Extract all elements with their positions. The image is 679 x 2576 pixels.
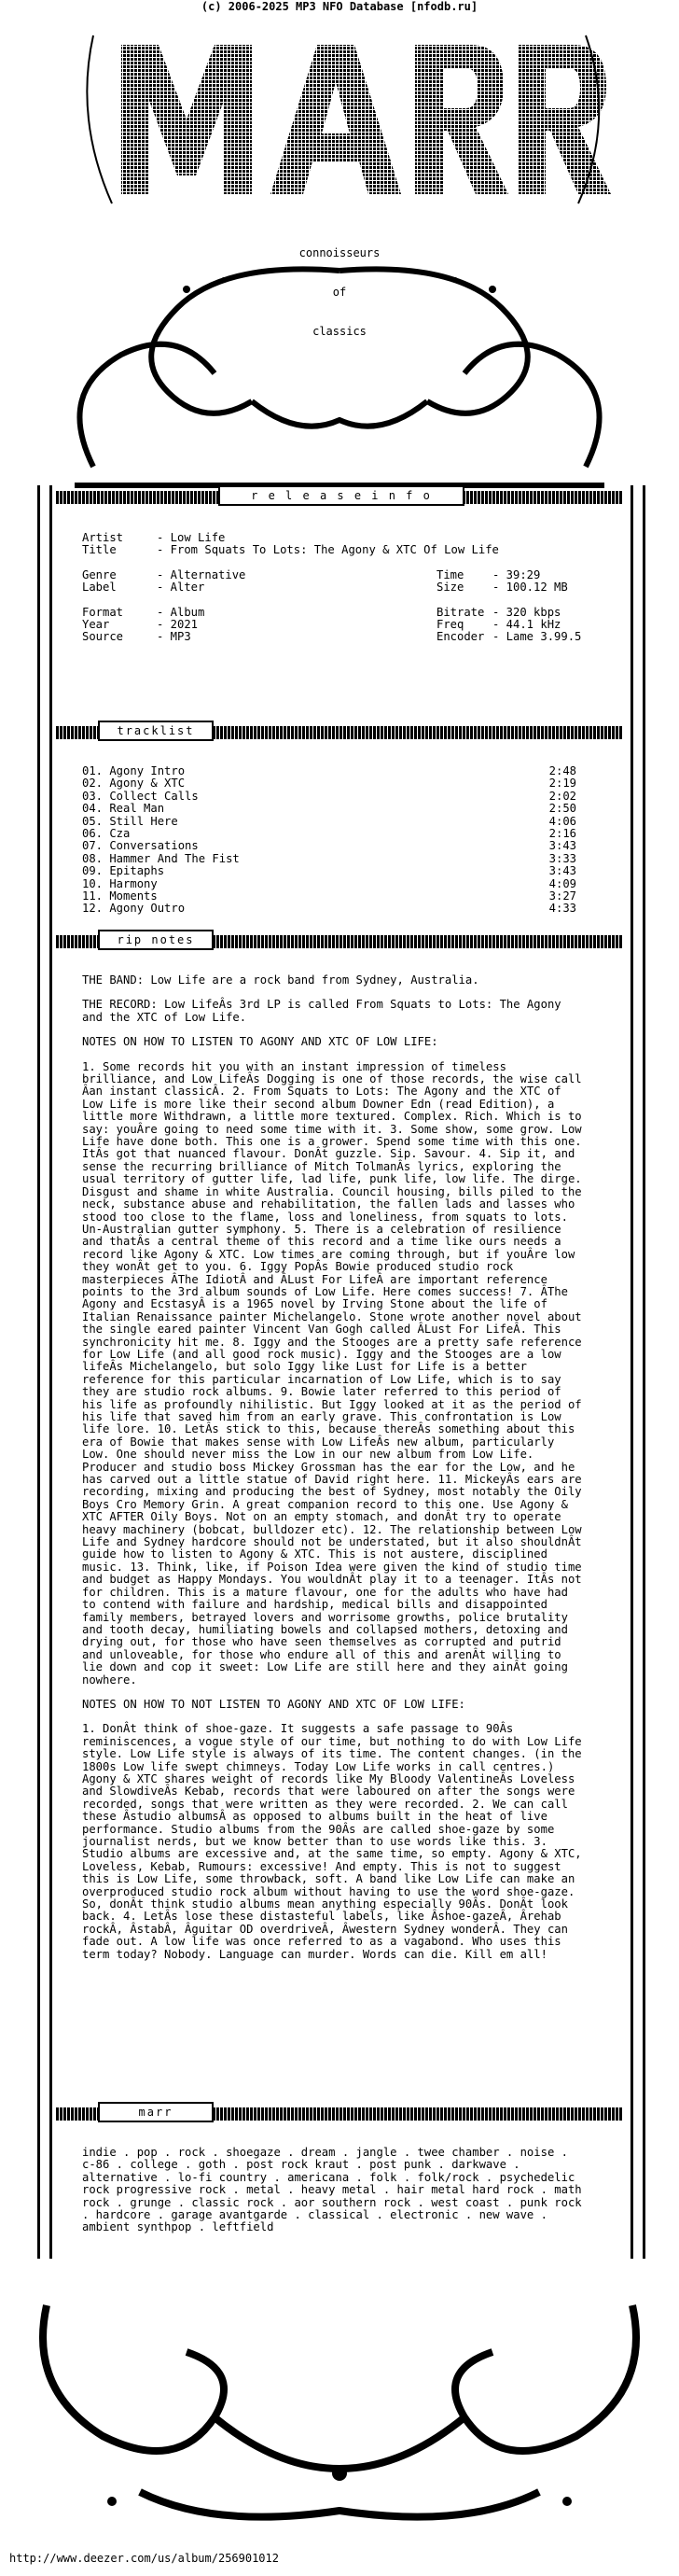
track-title: 01. Agony Intro bbox=[82, 764, 186, 777]
credit-line: (c) 2006-2025 MP3 NFO Database [nfodb.ru] bbox=[201, 0, 478, 13]
bitrate-value: - 320 kbps bbox=[492, 605, 561, 619]
source-value: - MP3 bbox=[157, 630, 191, 644]
track-time: 3:33 bbox=[548, 851, 576, 865]
genre-value: - Alternative bbox=[157, 567, 246, 581]
tagline-line-1: connoisseurs bbox=[298, 246, 381, 259]
tracklist-header: tracklist bbox=[98, 721, 214, 741]
track-time: 4:06 bbox=[548, 814, 576, 828]
note-paragraph: THE RECORD: Low LifeÂs 3rd LP is called From Squats to Lots: The Agony and the XTC of Low Life. bbox=[82, 998, 561, 1024]
year-value: - 2021 bbox=[157, 618, 199, 632]
label-value: - Alter bbox=[157, 581, 205, 595]
rip-notes-header: rip notes bbox=[98, 930, 214, 950]
track-time: 3:43 bbox=[548, 864, 576, 878]
format-label: Format bbox=[82, 605, 124, 619]
tagline-line-3: classics bbox=[312, 325, 367, 338]
genre-list: indie . pop . rock . shoegaze . dream . jangle . twee chamber . noise . c-86 . college . goth . post rock kraut . post punk . darkwave . alternative . lo-fi country . americana . folk . folk/rock . psychedelic rock progressive rock . metal . heavy metal . hair metal hard rock . math rock . grunge . classic rock . aor southern rock . west coast . punk rock . hardcore . garage avantgarde . classical . electronic . new wave . ambient synthpop . leftfield bbox=[82, 2146, 582, 2234]
note-paragraph: NOTES ON HOW TO NOT LISTEN TO AGONY AND XTC OF LOW LIFE: bbox=[82, 1697, 465, 1711]
track-time: 3:27 bbox=[548, 889, 576, 903]
track-time: 2:19 bbox=[548, 777, 576, 791]
track-title: 02. Agony & XTC bbox=[82, 777, 186, 791]
track-title: 11. Moments bbox=[82, 889, 158, 903]
logo-letters bbox=[121, 45, 611, 194]
track-time: 2:48 bbox=[548, 764, 576, 777]
marr-logo bbox=[56, 17, 623, 222]
release-info-header: r e l e a s e i n f o bbox=[218, 485, 464, 506]
ornament-top bbox=[37, 252, 642, 504]
format-value: - Album bbox=[157, 605, 205, 619]
track-time: 3:43 bbox=[548, 839, 576, 853]
source-url[interactable]: http://www.deezer.com/us/album/256901012 bbox=[9, 2552, 279, 2565]
track-title: 05. Still Here bbox=[82, 814, 178, 828]
freq-label: Freq bbox=[436, 618, 464, 632]
track-title: 09. Epitaphs bbox=[82, 864, 165, 878]
encoder-value: - Lame 3.99.5 bbox=[492, 630, 582, 644]
year-label: Year bbox=[82, 618, 110, 632]
marr-header: marr bbox=[98, 2102, 214, 2122]
rip-notes bbox=[82, 974, 586, 1973]
tagline-line-2: of bbox=[332, 286, 347, 299]
note-paragraph: 1. Some records hit you with an instant impression of timeless brilliance, and Low LifeÂs Dogging is one of those records, the wise call Âan instant classicÂ. 2. From Squats to Lots: The Agony and the XTC of Low Life is more like their second album Downer Edn (read Edition), a little more Withdrawn, a little more textured. Complex. Rich. Which is to say: youÂre going to need some time with it. 3. Some show, some grow. Low Life have done both. This one is a grower. Spend some time with this one. ItÂs got that nuanced flavour. DonÂt guzzle. Sip. Savour. 4. Sip it, and sense the recurring brilliance of Mitch TolmanÂs lyrics, exploring the usual territory of gutter life, lad life, punk life, low life. The dirge. Disgust and shame in white Australia. Council housing, bills piled to the neck, substance abuse and rehabilitation, the fallen lads and lasses who stood too close to the flame, loss and loneliness, from squats to lots. Un-Australian gutter symphony. 5. There is a celebration of resilience and thatÂs a central theme of this record and a time like ours needs a record like Agony & XTC. Low times are coming through, but if youÂre low they wonÂt get to you. 6. Iggy PopÂs Bowie produced studio rock masterpieces ÂThe IdiotÂ and ÂLust For LifeÂ are important reference points to the 3rd album sounds of Low Life. Here comes success! 7. ÂThe Agony and EcstasyÂ is a 1965 novel by Irving Stone about the life of Italian Renaissance painter Michelangelo. Stone wrote another novel about the single eared painter Vincent Van Gogh called ÂLust For LifeÂ. This synchronicity hit me. 8. Iggy and the Stooges are a pretty safe reference for Low Life (and all good rock music). Iggy and the Stooges are a low lifeÂs Michelangelo, but solo Iggy like Lust for Life is a better reference for this particular incarnation of Low Life, which is to say they are studio rock albums. 9. Bowie later referred to this period of his life as profoundly nihilistic. But Iggy looked at it as the period of his life that saved him from an early grave. This confrontation is Low life lore. 10. LetÂs stick to this, because thereÂs something about this era of Bowie that makes sense with Low LifeÂs new album, particularly Low. One should never miss the Low in our new album from Low Life. Producer and studio boss Mickey Grossman has the ear for the Low, and he has carved out a little statue of David right here. 11. MickeyÂs ears are recording, mixing and producing the best of Sydney, most notably the Oily Boys Cro Memory Grin. A great companion record to this one. Use Agony & XTC AFTER Oily Boys. Not on an empty stomach, and donÂt try to operate heavy machinery (bobcat, bulldozer etc). 12. The relationship between Low Life and Sydney hardcore should not be understated, but it also shouldnÂt guide how to listen to Agony & XTC. This is not austere, disciplined music. 13. Think, like, if Poison Idea were given the kind of studio time and budget as Happy Mondays. You wouldnÂt play it to a teenager. ItÂs not for children. This is a mature flavour, one for the adults who have had to contend with failure and hardship, medical bills and disappointed family members, betrayed lovers and worrisome growths, police brutality and tooth decay, humiliating bowels and collapsed mothers, detoxing and drying out, for those who have seen themselves as corrupted and putrid and unloveable, for those who endure all of this and arenÂt willing to lie down and cop it sweet: Low Life are still here and they ainÂt going nowhere. bbox=[82, 1059, 582, 1687]
track-time: 2:02 bbox=[548, 789, 576, 803]
time-value: - 39:29 bbox=[492, 567, 541, 581]
track-title: 04. Real Man bbox=[82, 802, 165, 816]
artist-label: Artist bbox=[82, 531, 124, 544]
title-label: Title bbox=[82, 543, 117, 557]
frame-right bbox=[630, 485, 645, 2259]
track-title: 12. Agony Outro bbox=[82, 902, 186, 916]
label-label: Label bbox=[82, 581, 117, 595]
note-paragraph: NOTES ON HOW TO LISTEN TO AGONY AND XTC OF LOW LIFE: bbox=[82, 1035, 438, 1049]
track-time: 4:09 bbox=[548, 876, 576, 890]
size-label: Size bbox=[436, 581, 464, 595]
track-title: 07. Conversations bbox=[82, 839, 199, 853]
bitrate-label: Bitrate bbox=[436, 605, 485, 619]
freq-value: - 44.1 kHz bbox=[492, 618, 561, 632]
track-time: 2:16 bbox=[548, 827, 576, 841]
track-title: 08. Hammer And The Fist bbox=[82, 851, 240, 865]
time-label: Time bbox=[436, 567, 464, 581]
title-value: - From Squats To Lots: The Agony & XTC Of Low Life bbox=[157, 543, 499, 557]
artist-value: - Low Life bbox=[157, 531, 226, 544]
ornament-bottom bbox=[28, 2277, 651, 2539]
track-title: 06. Cza bbox=[82, 827, 131, 841]
track-time: 2:50 bbox=[548, 802, 576, 816]
track-title: 10. Harmony bbox=[82, 876, 158, 890]
frame-left bbox=[37, 485, 52, 2259]
size-value: - 100.12 MB bbox=[492, 581, 568, 595]
note-paragraph: 1. DonÂt think of shoe-gaze. It suggests a safe passage to 90Âs reminiscences, a vogue style of our time, but nothing to do with Low Life style. Low Life style is always of its time. The content changes. (in the 1800s Low life swept chimneys. Today Low Life works in call centres.) Agony & XTC shares weight of records like My Bloody ValentineÂs Loveless and SlowdiveÂs Kebab, records that were laboured on after the songs were recorded, songs that were written as they were recorded. 2. We can call these Âstudio albumsÂ as opposed to albums built in the heat of live performance. Studio albums from the 90Âs are called shoe-gaze by some journalist nerds, but we know better than to use words like this. 3. Studio albums are excessive and, at the same time, so empty. Agony & XTC, Loveless, Kebab, Rumours: excessive! And empty. This is not to suggest this is Low Life, some throwback, soft. A band like Low Life can make an overproduced studio rock album without having to use the word shoe-gaze. So, donÂt think studio albums mean anything especially 90Âs. DonÂt look back. 4. LetÂs lose these distasteful labels, like Âshoe-gazeÂ, Ârehab rockÂ, ÂstabÂ, Âguitar OD overdriveÂ, Âwestern Sydney wonderÂ. They can fade out. A low life was once referred to as a vagabond. Who uses this term today? Nobody. Language can murder. Words can die. Kill em all! bbox=[82, 1722, 582, 1961]
note-paragraph: THE BAND: Low Life are a rock band from Sydney, Australia. bbox=[82, 973, 479, 987]
source-label: Source bbox=[82, 630, 124, 644]
track-time: 4:33 bbox=[548, 902, 576, 916]
tracklist bbox=[82, 765, 576, 916]
release-info bbox=[82, 532, 651, 644]
track-title: 03. Collect Calls bbox=[82, 789, 199, 803]
genre-label: Genre bbox=[82, 567, 117, 581]
encoder-label: Encoder bbox=[436, 630, 485, 644]
